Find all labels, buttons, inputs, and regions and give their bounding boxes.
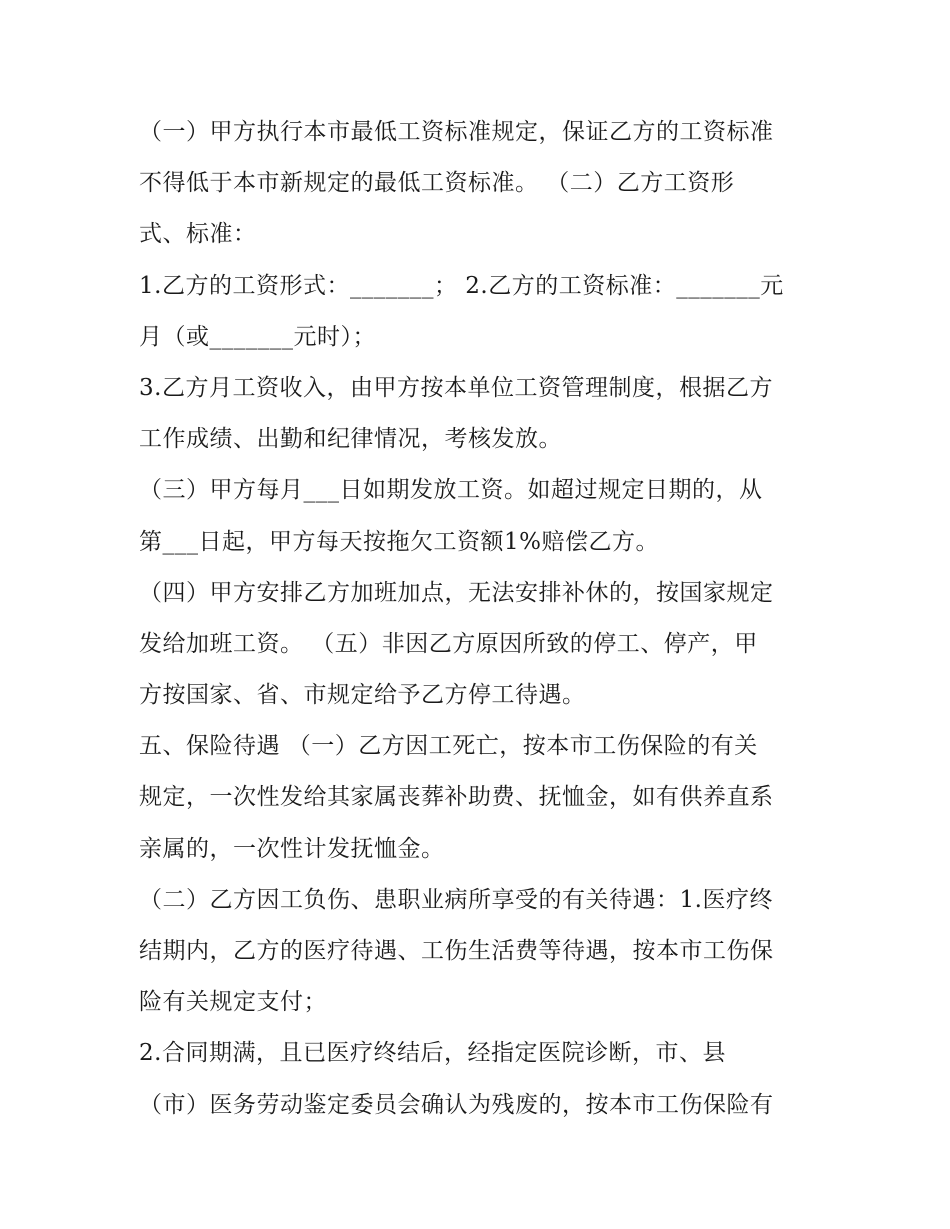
text-line: 亲属的，一次性计发抚恤金。	[139, 835, 445, 862]
text-line: 月（或_______元时）；	[139, 323, 376, 350]
text-line: （四）甲方安排乙方加班加点，无法安排补休的，按国家规定	[139, 579, 774, 606]
text-line: 2.合同期满，且已医疗终结后，经指定医院诊断，市、县	[139, 1040, 726, 1067]
text-line: 险有关规定支付；	[139, 989, 327, 1016]
document-body	[139, 107, 829, 1131]
text-line: （二）乙方因工负伤、患职业病所享受的有关待遇：1.医疗终	[139, 886, 773, 913]
text-line: （一）甲方执行本市最低工资标准规定，保证乙方的工资标准	[139, 119, 774, 145]
text-line: 不得低于本市新规定的最低工资标准。 （二）乙方工资形	[139, 170, 735, 197]
text-line: （三）甲方每月___日如期发放工资。如超过规定日期的，从	[139, 477, 763, 504]
text-line: 方按国家、省、市规定给予乙方停工待遇。	[139, 682, 586, 709]
text-line: 规定，一次性发给其家属丧葬补助费、抚恤金，如有供养直系	[139, 784, 774, 811]
text-line: 五、保险待遇 （一）乙方因工死亡，按本市工伤保险的有关	[139, 733, 758, 760]
text-line: （市）医务劳动鉴定委员会确认为残废的，按本市工伤保险有	[139, 1091, 774, 1118]
text-line: 发给加班工资。 （五）非因乙方原因所致的停工、停产，甲	[139, 630, 758, 657]
text-line: 工作成绩、出勤和纪律情况，考核发放。	[139, 426, 562, 453]
text-line: 3.乙方月工资收入，由甲方按本单位工资管理制度，根据乙方	[139, 374, 773, 401]
text-line: 1.乙方的工资形式：_______； 2.乙方的工资标准：_______元	[139, 272, 784, 299]
text-line: 式、标准：	[139, 221, 257, 248]
text-line: 结期内，乙方的医疗待遇、工伤生活费等待遇，按本市工伤保	[139, 938, 774, 964]
text-line: 第___日起，甲方每天按拖欠工资额1%赔偿乙方。	[139, 528, 659, 555]
